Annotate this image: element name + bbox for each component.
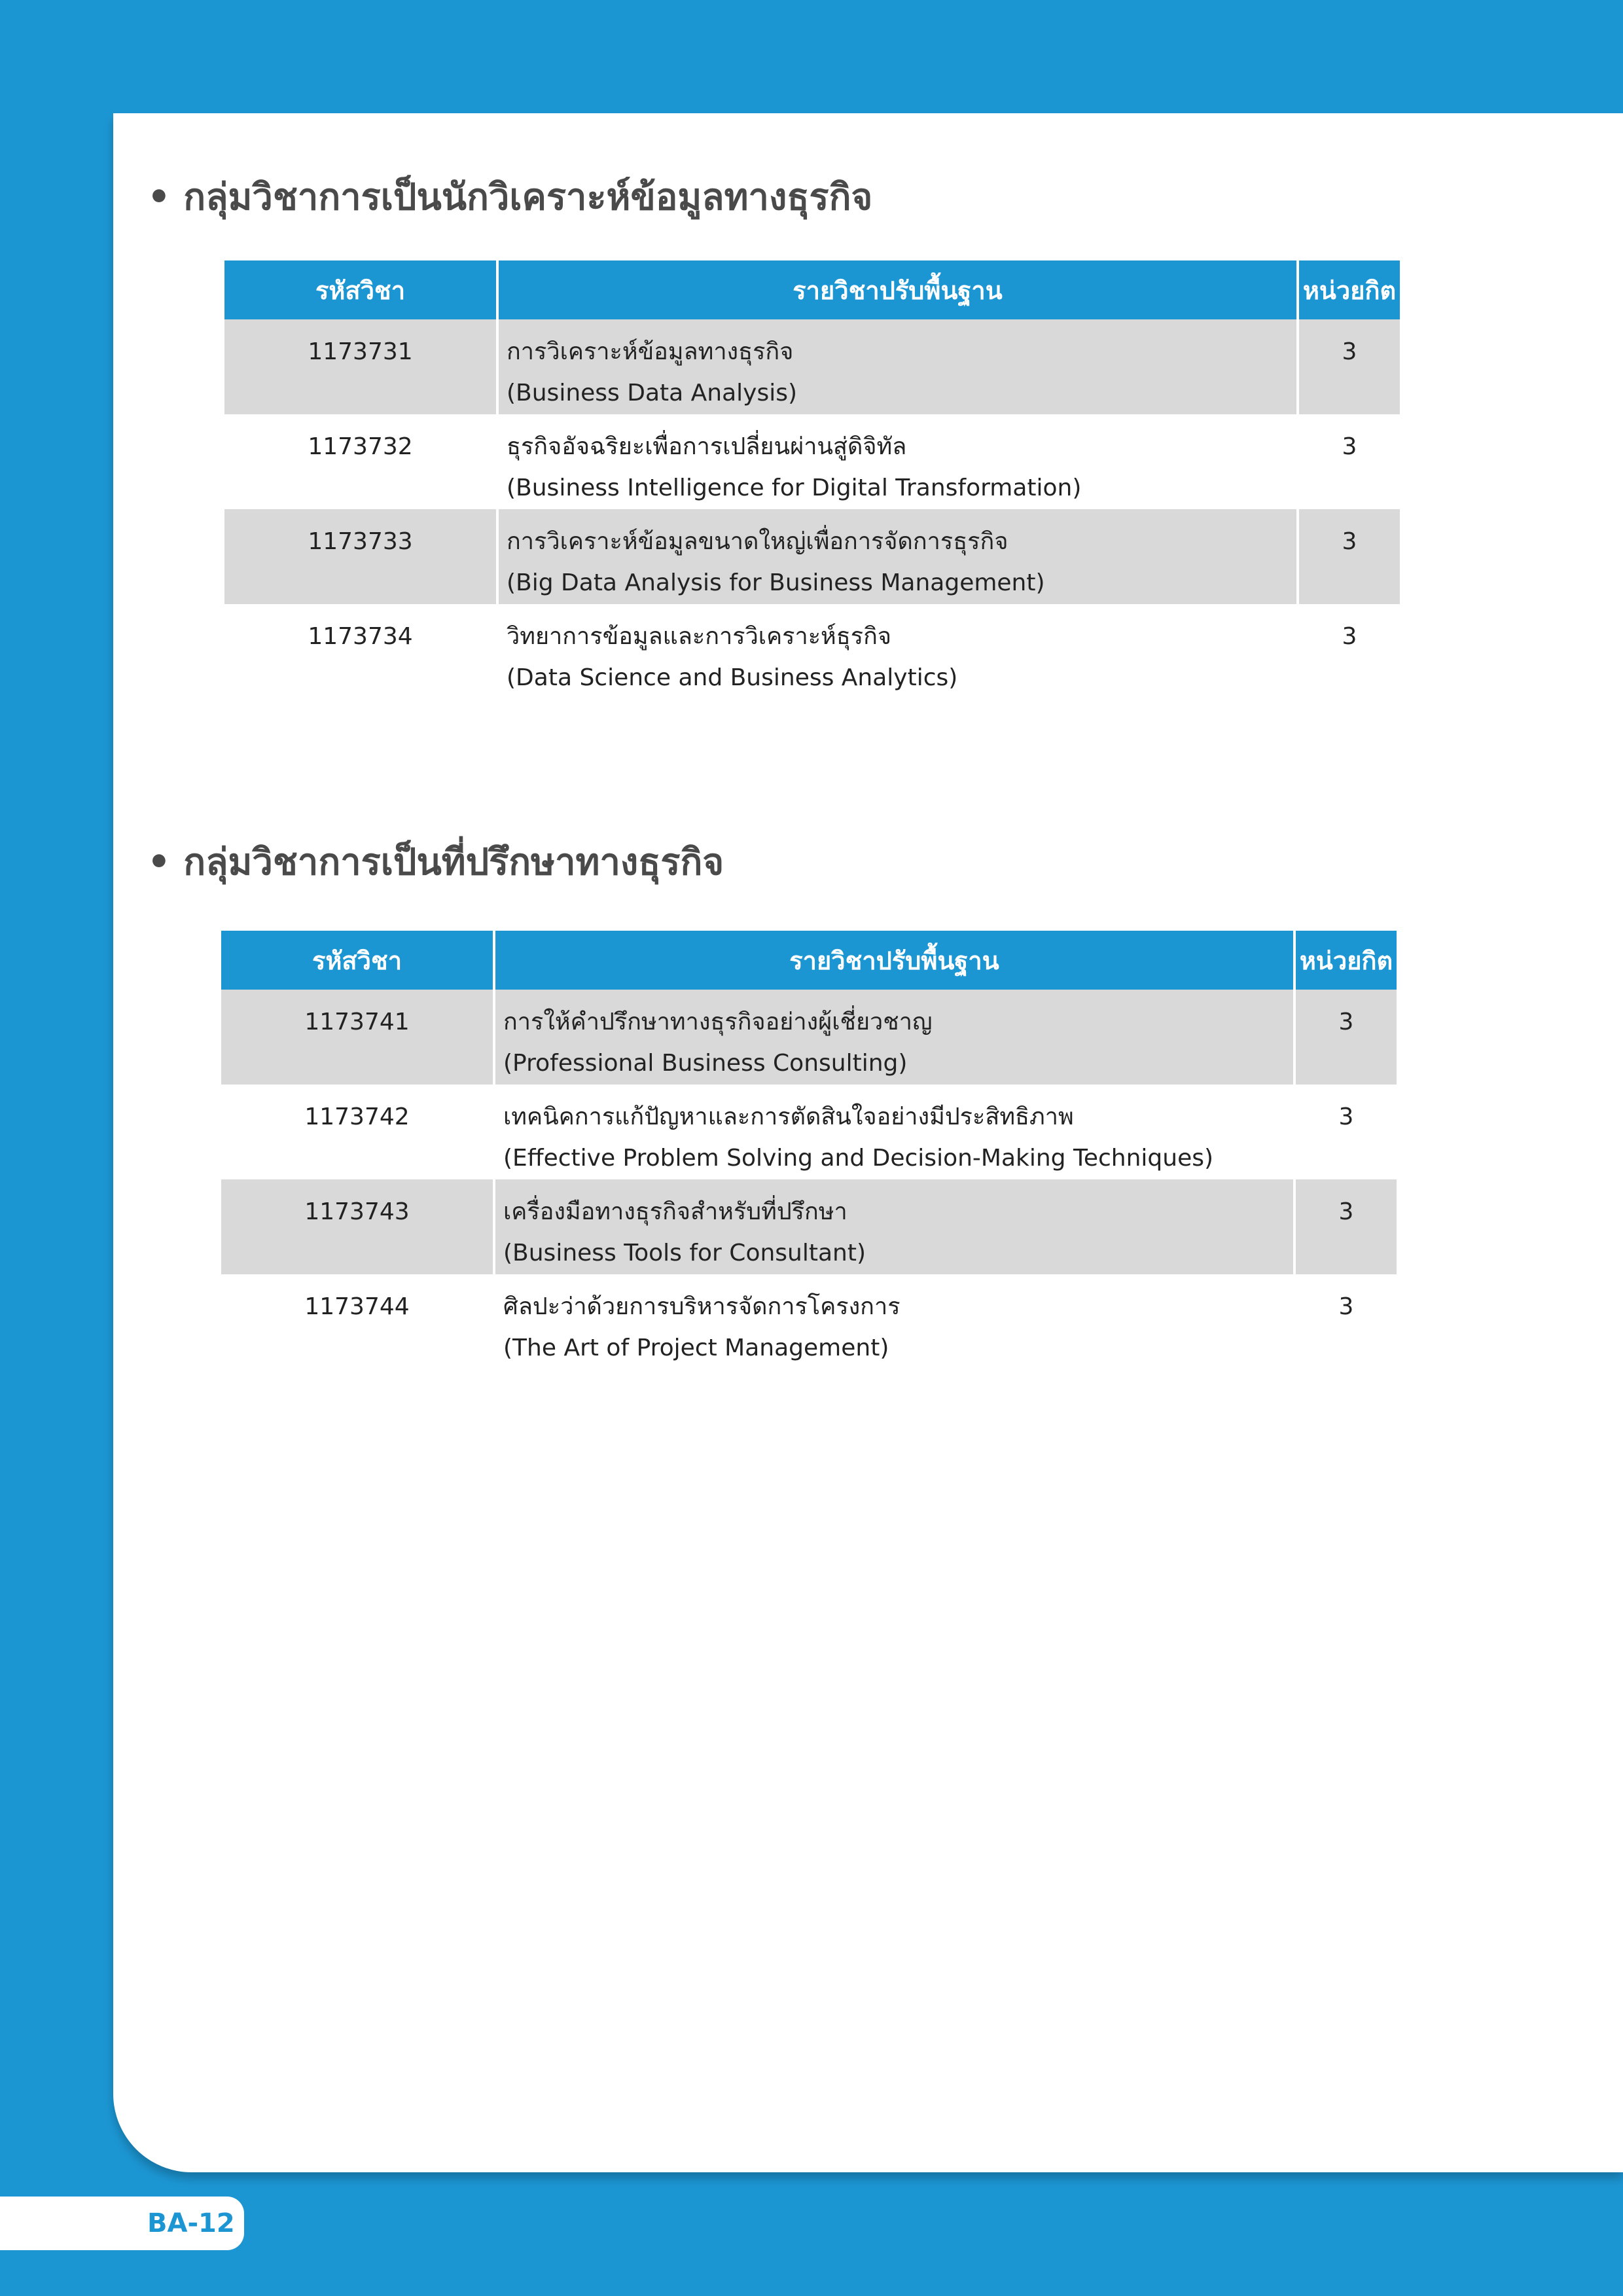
course-credits: 3 [1298, 319, 1400, 414]
course-name [494, 1085, 1294, 1179]
course-code: 1173731 [224, 319, 497, 414]
section-title-business-consultant: • กลุ่มวิชาการเป็นที่ปรึกษาทางธุรกิจ [147, 841, 724, 884]
table-row [221, 1274, 1397, 1369]
table-header-row [221, 931, 1397, 990]
table-row [224, 604, 1400, 699]
course-credits: 3 [1294, 1274, 1397, 1369]
course-name-english: (Professional Business Consulting) [503, 1050, 908, 1077]
header-course-code: รหัสวิชา [221, 931, 494, 990]
table-row [221, 1179, 1397, 1274]
course-credits: 3 [1298, 604, 1400, 699]
course-name [497, 414, 1298, 509]
table-row [221, 1085, 1397, 1179]
course-code: 1173741 [221, 990, 494, 1085]
course-code: 1173734 [224, 604, 497, 699]
course-code: 1173742 [221, 1085, 494, 1179]
course-name [497, 604, 1298, 699]
header-credits: หน่วยกิต [1298, 260, 1400, 319]
section-title-business-data-analyst: • กลุ่มวิชาการเป็นนักวิเคราะห์ข้อมูลทางธุรกิจ [147, 176, 873, 219]
course-name-thai: เครื่องมือทางธุรกิจสำหรับที่ปรึกษา [503, 1198, 847, 1225]
course-name-english: (Effective Problem Solving and Decision-Making Techniques) [503, 1145, 1214, 1172]
course-name [494, 1274, 1294, 1369]
course-name [497, 319, 1298, 414]
course-table-business-data-analyst [224, 260, 1400, 699]
header-course-name: รายวิชาปรับพื้นฐาน [497, 260, 1298, 319]
course-name [497, 509, 1298, 604]
course-name-english: (Business Tools for Consultant) [503, 1240, 866, 1266]
course-name [494, 990, 1294, 1085]
page-number: BA-12 [147, 2208, 235, 2238]
course-credits: 3 [1294, 990, 1397, 1085]
course-name-thai: ธุรกิจอัจฉริยะเพื่อการเปลี่ยนผ่านสู่ดิจิทัล [507, 433, 907, 460]
course-credits: 3 [1294, 1179, 1397, 1274]
course-name [494, 1179, 1294, 1274]
course-code: 1173744 [221, 1274, 494, 1369]
course-name-thai: การวิเคราะห์ข้อมูลขนาดใหญ่เพื่อการจัดการธุรกิจ [507, 528, 1008, 555]
table-row [224, 509, 1400, 604]
course-credits: 3 [1294, 1085, 1397, 1179]
course-credits: 3 [1298, 509, 1400, 604]
header-course-name: รายวิชาปรับพื้นฐาน [494, 931, 1294, 990]
course-name-english: (The Art of Project Management) [503, 1335, 889, 1361]
course-name-thai: การวิเคราะห์ข้อมูลทางธุรกิจ [507, 338, 794, 365]
course-code: 1173732 [224, 414, 497, 509]
course-name-thai: เทคนิคการแก้ปัญหาและการตัดสินใจอย่างมีประสิทธิภาพ [503, 1103, 1074, 1130]
course-name-english: (Business Intelligence for Digital Transformation) [507, 475, 1082, 501]
course-name-english: (Data Science and Business Analytics) [507, 664, 958, 691]
table-row [224, 414, 1400, 509]
course-name-thai: ศิลปะว่าด้วยการบริหารจัดการโครงการ [503, 1293, 901, 1320]
course-credits: 3 [1298, 414, 1400, 509]
course-code: 1173743 [221, 1179, 494, 1274]
table-row [221, 990, 1397, 1085]
course-name-thai: การให้คำปรึกษาทางธุรกิจอย่างผู้เชี่ยวชาญ [503, 1009, 933, 1035]
course-table-business-consultant [221, 931, 1397, 1369]
header-credits: หน่วยกิต [1294, 931, 1397, 990]
course-code: 1173733 [224, 509, 497, 604]
table-header-row [224, 260, 1400, 319]
course-name-english: (Big Data Analysis for Business Management) [507, 569, 1045, 596]
course-name-thai: วิทยาการข้อมูลและการวิเคราะห์ธุรกิจ [507, 623, 891, 650]
table-row [224, 319, 1400, 414]
header-course-code: รหัสวิชา [224, 260, 497, 319]
course-name-english: (Business Data Analysis) [507, 380, 798, 406]
